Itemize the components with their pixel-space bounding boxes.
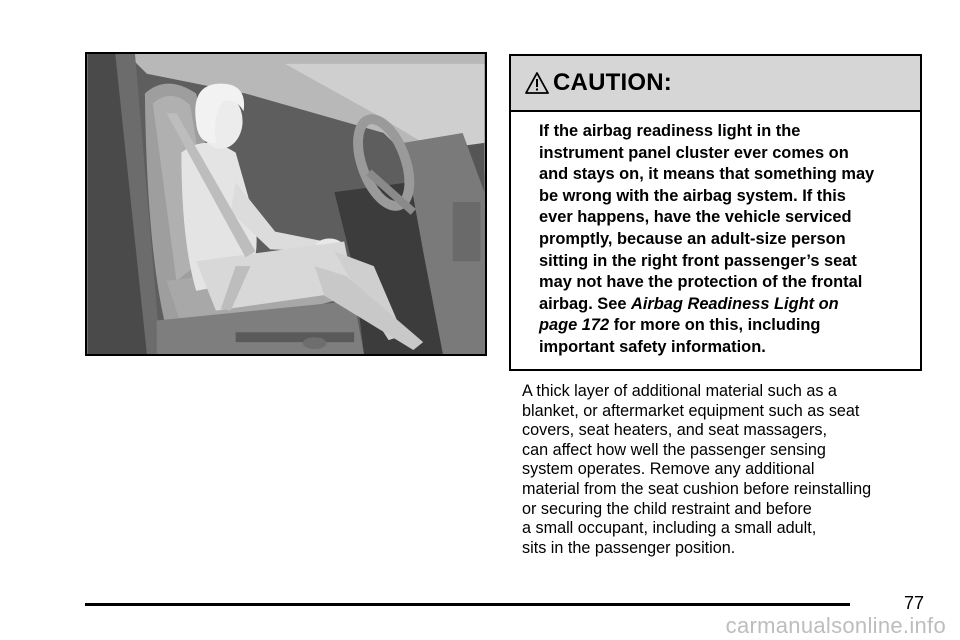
paragraph-line: material from the seat cushion before reinstalling	[522, 479, 872, 498]
paragraph-line: sits in the passenger position.	[522, 538, 736, 557]
caution-line: sitting in the right front passenger’s seat	[539, 251, 857, 270]
caution-line-text: airbag. See	[539, 294, 632, 313]
paragraph-line: or securing the child restraint and before	[522, 499, 812, 518]
caution-line	[539, 294, 906, 316]
caution-line: may not have the protection of the frontal	[539, 273, 863, 292]
watermark: carmanualsonline.info	[725, 613, 946, 638]
caution-box	[509, 54, 922, 371]
passenger-seat-illustration	[85, 52, 487, 356]
page-number: 77	[903, 593, 924, 613]
page-reference-link[interactable]: page 172	[539, 316, 610, 335]
caution-title: CAUTION:	[553, 69, 672, 96]
caution-line: be wrong with the airbag system. If this	[539, 186, 846, 205]
caution-line: If the airbag readiness light in the	[539, 122, 801, 140]
caution-header	[511, 56, 920, 112]
paragraph-line: a small occupant, including a small adult,	[522, 519, 817, 538]
paragraph-line: A thick layer of additional material such as a	[522, 382, 837, 400]
paragraph-line: can affect how well the passenger sensing	[522, 440, 826, 459]
paragraph-line: covers, seat heaters, and seat massagers,	[522, 421, 828, 440]
caution-line: and stays on, it means that something may	[539, 165, 875, 184]
caution-line: important safety information.	[539, 337, 766, 356]
airbag-light-reference-link[interactable]: Airbag Readiness Light on	[631, 294, 839, 313]
paragraph-line: blanket, or aftermarket equipment such as seat	[522, 401, 860, 420]
caution-line: instrument panel cluster ever comes on	[539, 143, 849, 162]
caution-line	[539, 315, 906, 337]
caution-line-text: for more on this, including	[609, 316, 821, 335]
warning-triangle-icon	[525, 71, 549, 95]
footer-rule	[85, 603, 850, 606]
passenger-seat-drawing	[87, 54, 485, 354]
caution-line: promptly, because an adult-size person	[539, 229, 846, 248]
body-paragraph	[522, 382, 932, 558]
caution-line: ever happens, have the vehicle serviced	[539, 208, 852, 227]
caution-text	[511, 112, 920, 359]
paragraph-line: system operates. Remove any additional	[522, 460, 815, 479]
